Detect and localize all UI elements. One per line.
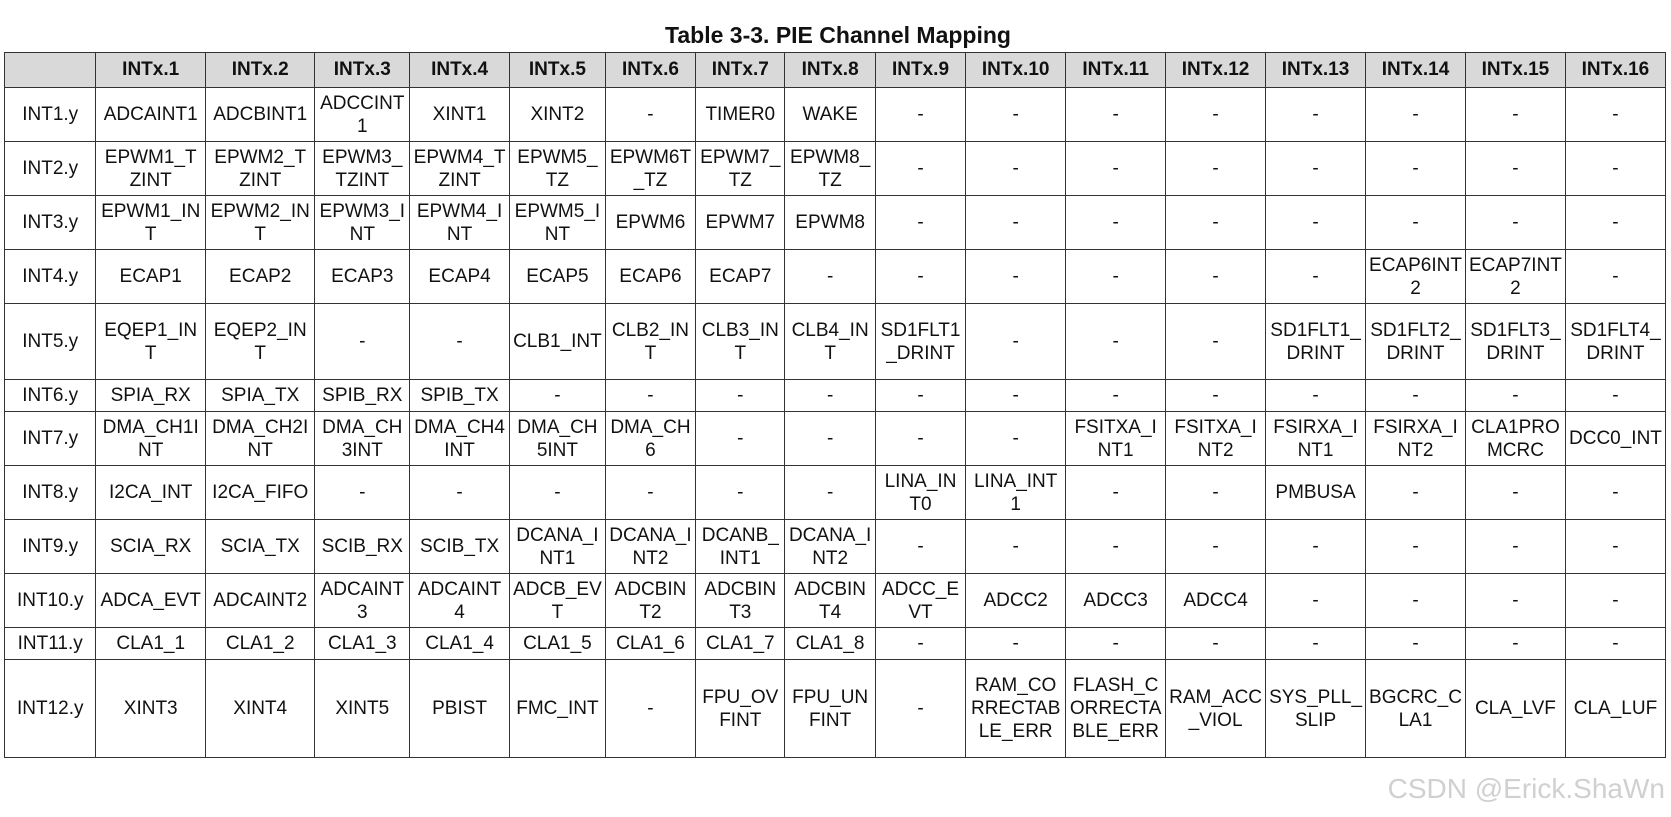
table-cell: - <box>1465 466 1565 520</box>
table-cell: SPIA_RX <box>96 380 206 412</box>
table-cell: ADCC3 <box>1066 574 1166 628</box>
row-header-cell: INT3.y <box>5 196 96 250</box>
table-cell: ADCAINT1 <box>96 88 206 142</box>
table-cell: - <box>1465 574 1565 628</box>
table-cell: EPWM6 <box>605 196 695 250</box>
table-cell: CLB1_INT <box>510 304 606 380</box>
table-cell: CLB4_INT <box>785 304 875 380</box>
table-cell: WAKE <box>785 88 875 142</box>
table-cell: SD1FLT1_DRINT <box>1266 304 1366 380</box>
table-cell: CLA_LUF <box>1565 660 1665 758</box>
table-cell: SD1FLT4_DRINT <box>1565 304 1665 380</box>
table-cell: XINT4 <box>205 660 315 758</box>
table-cell: EPWM8 <box>785 196 875 250</box>
table-cell: SYS_PLL_SLIP <box>1266 660 1366 758</box>
table-cell: SCIB_RX <box>315 520 410 574</box>
column-header: INTx.15 <box>1465 53 1565 88</box>
table-cell: CLA1_7 <box>696 628 785 660</box>
table-cell: EPWM1_INT <box>96 196 206 250</box>
table-cell: I2CA_FIFO <box>205 466 315 520</box>
table-cell: - <box>1166 380 1266 412</box>
table-cell: - <box>875 142 965 196</box>
table-cell: - <box>1565 466 1665 520</box>
table-cell: FPU_UNFINT <box>785 660 875 758</box>
table-cell: - <box>966 380 1066 412</box>
table-cell: ADCBINT4 <box>785 574 875 628</box>
table-cell: CLA1_6 <box>605 628 695 660</box>
table-cell: ECAP6 <box>605 250 695 304</box>
table-cell: - <box>696 412 785 466</box>
column-header: INTx.13 <box>1266 53 1366 88</box>
table-cell: DMA_CH2INT <box>205 412 315 466</box>
table-cell: SPIB_RX <box>315 380 410 412</box>
table-row <box>5 380 1666 412</box>
table-cell: - <box>1266 88 1366 142</box>
document-page <box>4 18 1666 758</box>
table-cell: DMA_CH6 <box>605 412 695 466</box>
table-cell: - <box>1166 466 1266 520</box>
table-cell: - <box>875 88 965 142</box>
table-cell: EPWM5_TZ <box>510 142 606 196</box>
table-cell: - <box>875 520 965 574</box>
table-cell: - <box>785 466 875 520</box>
table-cell: ADCC_EVT <box>875 574 965 628</box>
table-cell: EQEP1_INT <box>96 304 206 380</box>
table-cell: - <box>1266 628 1366 660</box>
table-cell: ADCB_EVT <box>510 574 606 628</box>
table-cell: FSITXA_INT1 <box>1066 412 1166 466</box>
table-cell: DMA_CH4INT <box>410 412 510 466</box>
table-cell: CLA1_5 <box>510 628 606 660</box>
table-cell: - <box>1465 520 1565 574</box>
table-cell: LINA_INT0 <box>875 466 965 520</box>
table-cell: FSIRXA_INT2 <box>1366 412 1466 466</box>
table-cell: - <box>1565 628 1665 660</box>
table-cell: - <box>1266 196 1366 250</box>
table-cell: CLB2_INT <box>605 304 695 380</box>
table-cell: - <box>966 628 1066 660</box>
table-cell: FSIRXA_INT1 <box>1266 412 1366 466</box>
table-row <box>5 628 1666 660</box>
table-cell: EPWM4_TZINT <box>410 142 510 196</box>
column-header: INTx.1 <box>96 53 206 88</box>
table-cell: - <box>1066 250 1166 304</box>
table-cell: - <box>1565 196 1665 250</box>
column-header: INTx.11 <box>1066 53 1166 88</box>
table-cell: - <box>510 380 606 412</box>
column-header: INTx.5 <box>510 53 606 88</box>
table-cell: - <box>1266 250 1366 304</box>
table-cell: - <box>966 196 1066 250</box>
table-cell: - <box>1066 142 1166 196</box>
table-cell: FSITXA_INT2 <box>1166 412 1266 466</box>
table-row <box>5 574 1666 628</box>
table-cell: - <box>875 380 965 412</box>
table-cell: BGCRC_CLA1 <box>1366 660 1466 758</box>
table-cell: - <box>1066 520 1166 574</box>
table-cell: - <box>410 466 510 520</box>
table-cell: - <box>1465 380 1565 412</box>
table-cell: CLA1_8 <box>785 628 875 660</box>
table-cell: RAM_ACC_VIOL <box>1166 660 1266 758</box>
column-header: INTx.2 <box>205 53 315 88</box>
table-cell: ECAP6INT2 <box>1366 250 1466 304</box>
table-cell: EPWM1_TZINT <box>96 142 206 196</box>
table-cell: - <box>605 88 695 142</box>
table-cell: - <box>315 304 410 380</box>
table-cell: - <box>1166 304 1266 380</box>
table-cell: - <box>1066 380 1166 412</box>
table-cell: - <box>410 304 510 380</box>
table-cell: - <box>1565 574 1665 628</box>
table-cell: - <box>1565 88 1665 142</box>
table-row <box>5 412 1666 466</box>
table-cell: ECAP7INT2 <box>1465 250 1565 304</box>
table-cell: - <box>696 466 785 520</box>
table-cell: - <box>875 250 965 304</box>
table-cell: EPWM7 <box>696 196 785 250</box>
table-cell: - <box>315 466 410 520</box>
table-cell: SD1FLT3_DRINT <box>1465 304 1565 380</box>
table-cell: EPWM3_TZINT <box>315 142 410 196</box>
column-header: INTx.7 <box>696 53 785 88</box>
row-header-cell: INT1.y <box>5 88 96 142</box>
watermark-text: CSDN @Erick.ShaWn <box>1387 773 1665 804</box>
table-cell: FPU_OVFINT <box>696 660 785 758</box>
row-header-cell: INT7.y <box>5 412 96 466</box>
table-cell: SD1FLT1_DRINT <box>875 304 965 380</box>
table-cell: SPIB_TX <box>410 380 510 412</box>
column-header: INTx.14 <box>1366 53 1466 88</box>
table-cell: XINT3 <box>96 660 206 758</box>
table-cell: ADCAINT4 <box>410 574 510 628</box>
row-header-cell: INT6.y <box>5 380 96 412</box>
table-cell: XINT5 <box>315 660 410 758</box>
table-row <box>5 466 1666 520</box>
table-cell: - <box>1166 142 1266 196</box>
column-header: INTx.8 <box>785 53 875 88</box>
column-header: INTx.12 <box>1166 53 1266 88</box>
table-cell: SCIA_TX <box>205 520 315 574</box>
table-cell: EPWM2_TZINT <box>205 142 315 196</box>
table-cell: - <box>1166 250 1266 304</box>
table-cell: - <box>1366 142 1466 196</box>
row-header-cell: INT10.y <box>5 574 96 628</box>
table-cell: EPWM4_INT <box>410 196 510 250</box>
table-cell: - <box>605 466 695 520</box>
column-header: INTx.10 <box>966 53 1066 88</box>
table-cell: FLASH_CORRECTABLE_ERR <box>1066 660 1166 758</box>
table-cell: - <box>1366 628 1466 660</box>
table-cell: - <box>1565 142 1665 196</box>
table-cell: - <box>1266 142 1366 196</box>
table-cell: LINA_INT1 <box>966 466 1066 520</box>
row-header-cell: INT12.y <box>5 660 96 758</box>
table-cell: ECAP3 <box>315 250 410 304</box>
table-cell: XINT1 <box>410 88 510 142</box>
table-cell: - <box>966 88 1066 142</box>
table-cell: - <box>605 660 695 758</box>
row-header-cell: INT4.y <box>5 250 96 304</box>
table-cell: - <box>1465 628 1565 660</box>
table-cell: - <box>1166 628 1266 660</box>
table-cell: - <box>1266 574 1366 628</box>
row-header-cell: INT9.y <box>5 520 96 574</box>
table-cell: DCANB_INT1 <box>696 520 785 574</box>
table-cell: - <box>785 380 875 412</box>
table-cell: - <box>1366 196 1466 250</box>
table-cell: PMBUSA <box>1266 466 1366 520</box>
table-cell: - <box>966 304 1066 380</box>
table-cell: DCANA_INT2 <box>605 520 695 574</box>
table-cell: - <box>966 412 1066 466</box>
column-header: INTx.16 <box>1565 53 1665 88</box>
table-cell: - <box>1066 628 1166 660</box>
table-cell: - <box>1166 196 1266 250</box>
table-cell: ECAP2 <box>205 250 315 304</box>
table-row <box>5 660 1666 758</box>
table-body <box>5 88 1666 758</box>
table-cell: CLA_LVF <box>1465 660 1565 758</box>
table-cell: - <box>1366 380 1466 412</box>
table-row <box>5 88 1666 142</box>
table-cell: DCANA_INT1 <box>510 520 606 574</box>
table-cell: FMC_INT <box>510 660 606 758</box>
table-cell: - <box>1465 196 1565 250</box>
table-cell: ECAP7 <box>696 250 785 304</box>
table-cell: EQEP2_INT <box>205 304 315 380</box>
table-cell: - <box>785 412 875 466</box>
table-cell: - <box>1366 466 1466 520</box>
table-cell: EPWM5_INT <box>510 196 606 250</box>
table-cell: XINT2 <box>510 88 606 142</box>
table-row <box>5 520 1666 574</box>
table-cell: EPWM2_INT <box>205 196 315 250</box>
table-cell: - <box>1465 88 1565 142</box>
table-row <box>5 196 1666 250</box>
pie-channel-mapping-table <box>4 52 1666 758</box>
table-cell: ADCBINT2 <box>605 574 695 628</box>
table-cell: ADCCINT1 <box>315 88 410 142</box>
table-cell: - <box>1066 466 1166 520</box>
table-cell: - <box>875 412 965 466</box>
table-cell: - <box>1366 520 1466 574</box>
table-cell: - <box>966 250 1066 304</box>
table-cell: - <box>1565 250 1665 304</box>
table-cell: ECAP1 <box>96 250 206 304</box>
table-cell: - <box>1366 574 1466 628</box>
table-cell: DCC0_INT <box>1565 412 1665 466</box>
table-cell: PBIST <box>410 660 510 758</box>
table-cell: - <box>785 250 875 304</box>
table-cell: - <box>875 660 965 758</box>
table-cell: - <box>510 466 606 520</box>
table-cell: CLB3_INT <box>696 304 785 380</box>
table-cell: - <box>1166 520 1266 574</box>
table-cell: CLA1_1 <box>96 628 206 660</box>
table-cell: CLA1_2 <box>205 628 315 660</box>
table-cell: - <box>966 142 1066 196</box>
column-header: INTx.9 <box>875 53 965 88</box>
table-cell: CLA1_4 <box>410 628 510 660</box>
table-cell: - <box>1066 196 1166 250</box>
table-cell: EPWM8_TZ <box>785 142 875 196</box>
table-cell: ADCA_EVT <box>96 574 206 628</box>
table-cell: DCANA_INT2 <box>785 520 875 574</box>
table-cell: DMA_CH3INT <box>315 412 410 466</box>
table-row <box>5 304 1666 380</box>
row-header-cell: INT2.y <box>5 142 96 196</box>
table-cell: TIMER0 <box>696 88 785 142</box>
table-cell: ADCAINT2 <box>205 574 315 628</box>
table-cell: ECAP4 <box>410 250 510 304</box>
table-caption: Table 3-3. PIE Channel Mapping <box>665 22 1011 48</box>
column-header: INTx.4 <box>410 53 510 88</box>
table-cell: ADCC2 <box>966 574 1066 628</box>
table-cell: - <box>1565 520 1665 574</box>
table-header-row <box>5 53 1666 88</box>
table-cell: SPIA_TX <box>205 380 315 412</box>
table-cell: - <box>875 196 965 250</box>
table-cell: ECAP5 <box>510 250 606 304</box>
table-cell: ADCBINT3 <box>696 574 785 628</box>
row-header-cell: INT11.y <box>5 628 96 660</box>
column-header: INTx.6 <box>605 53 695 88</box>
table-cell: - <box>1266 520 1366 574</box>
table-cell: - <box>966 520 1066 574</box>
table-cell: - <box>605 380 695 412</box>
table-cell: - <box>875 628 965 660</box>
table-cell: I2CA_INT <box>96 466 206 520</box>
table-cell: SD1FLT2_DRINT <box>1366 304 1466 380</box>
table-cell: - <box>1366 88 1466 142</box>
table-cell: - <box>1066 304 1166 380</box>
table-cell: SCIA_RX <box>96 520 206 574</box>
table-cell: - <box>1465 142 1565 196</box>
table-cell: CLA1PROMCRC <box>1465 412 1565 466</box>
table-cell: - <box>1266 380 1366 412</box>
corner-header-cell <box>5 53 96 88</box>
table-cell: ADCBINT1 <box>205 88 315 142</box>
row-header-cell: INT5.y <box>5 304 96 380</box>
table-cell: RAM_CORRECTABLE_ERR <box>966 660 1066 758</box>
table-cell: - <box>696 380 785 412</box>
table-row <box>5 142 1666 196</box>
table-cell: ADCC4 <box>1166 574 1266 628</box>
table-cell: - <box>1066 88 1166 142</box>
table-cell: EPWM7_TZ <box>696 142 785 196</box>
table-cell: DMA_CH5INT <box>510 412 606 466</box>
table-cell: CLA1_3 <box>315 628 410 660</box>
table-cell: DMA_CH1INT <box>96 412 206 466</box>
table-cell: SCIB_TX <box>410 520 510 574</box>
column-header: INTx.3 <box>315 53 410 88</box>
table-cell: EPWM6T_TZ <box>605 142 695 196</box>
table-cell: EPWM3_INT <box>315 196 410 250</box>
table-cell: - <box>1565 380 1665 412</box>
table-row <box>5 250 1666 304</box>
table-cell: - <box>1166 88 1266 142</box>
row-header-cell: INT8.y <box>5 466 96 520</box>
table-cell: ADCAINT3 <box>315 574 410 628</box>
